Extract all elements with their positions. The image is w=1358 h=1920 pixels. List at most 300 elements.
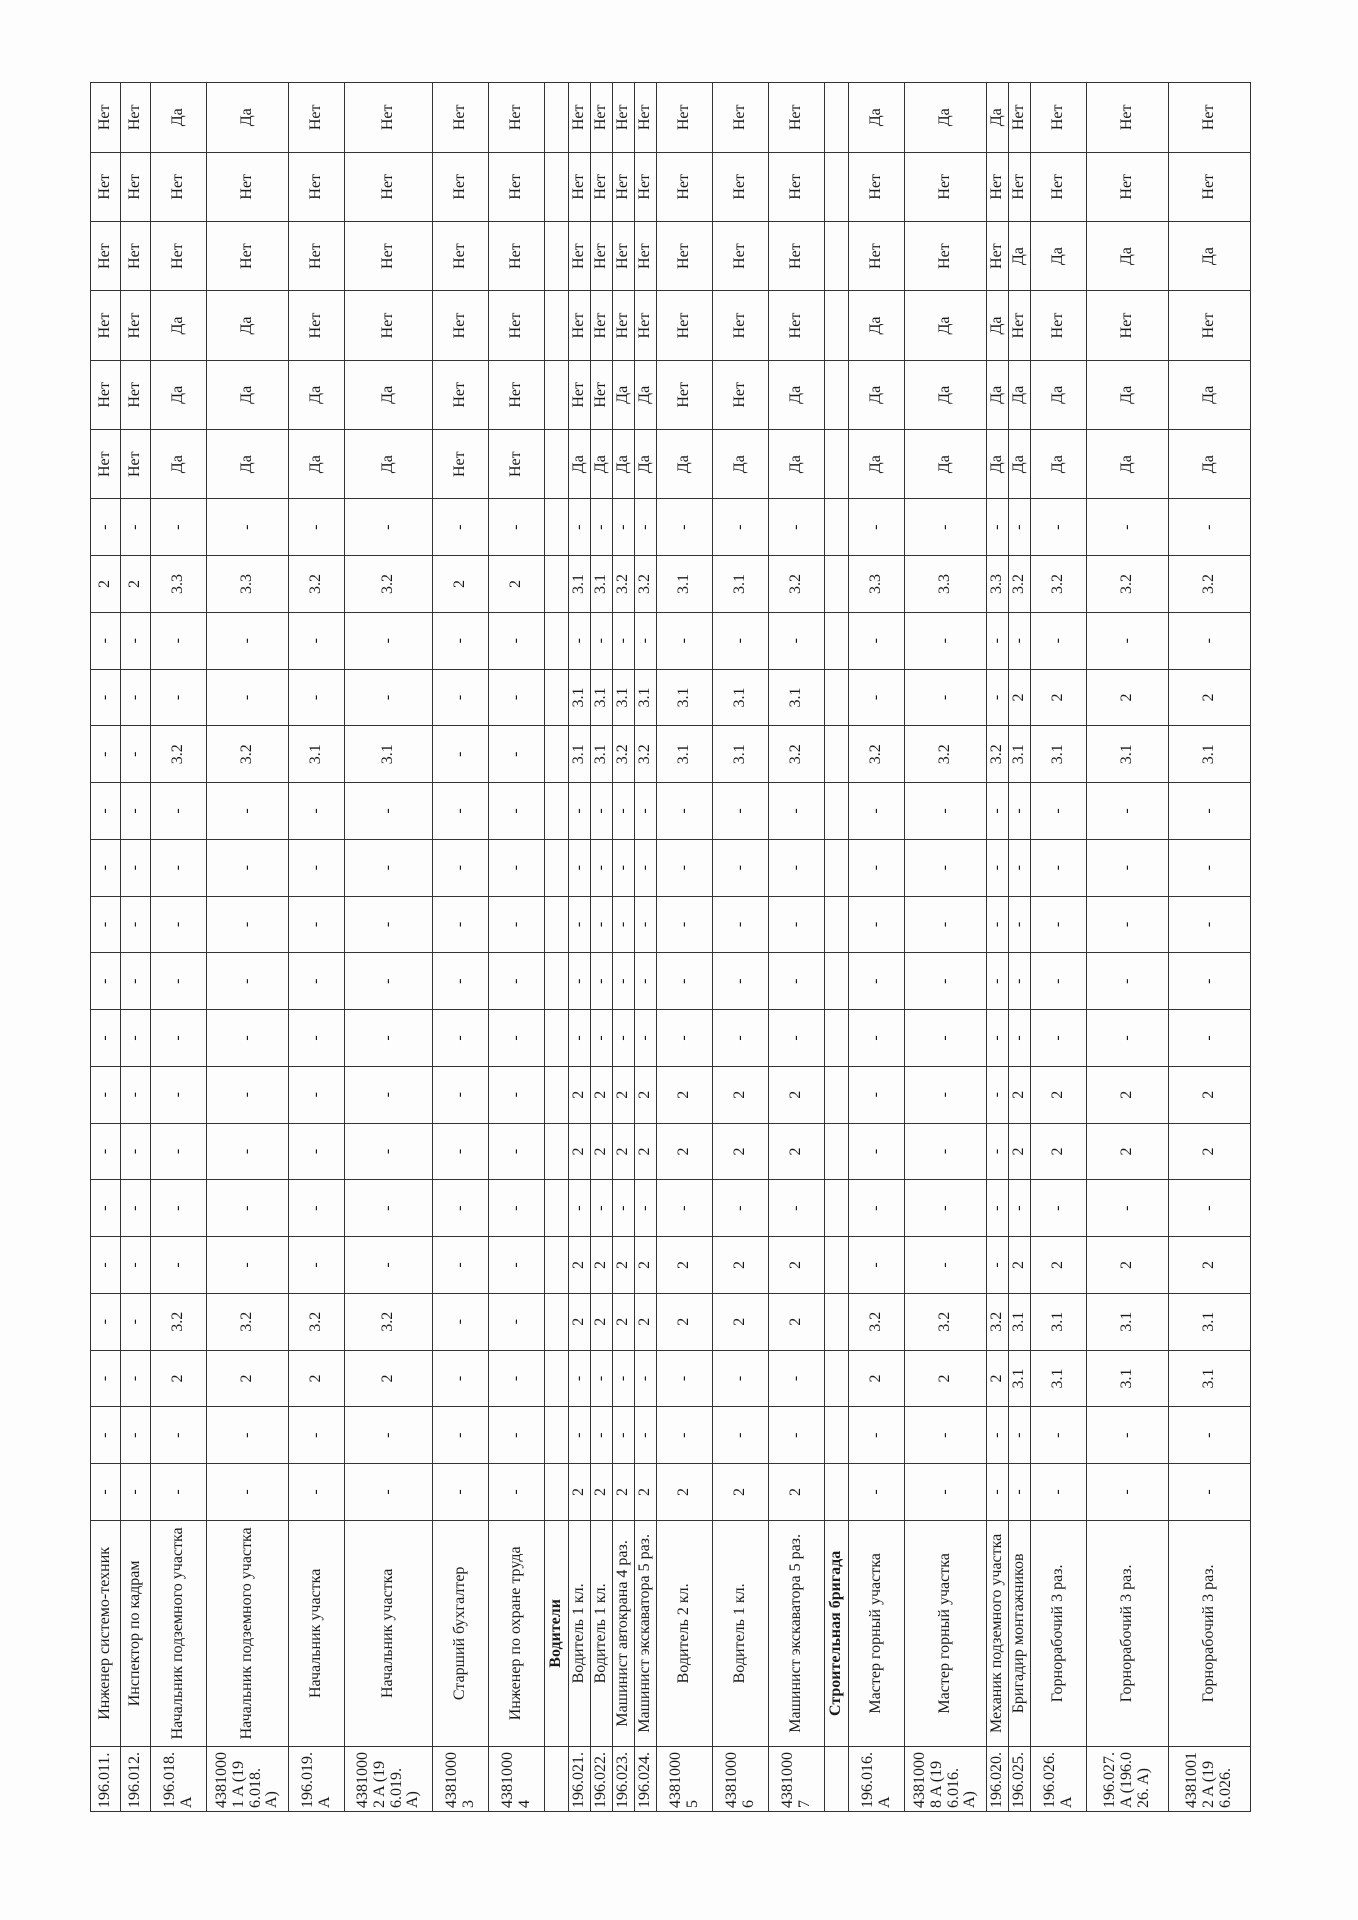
yes-no-cell: Да xyxy=(769,430,825,499)
factor-class-cell: 2 xyxy=(849,1350,905,1407)
factor-class-cell: - xyxy=(1169,953,1251,1010)
factor-class-cell: - xyxy=(1031,783,1087,840)
factor-class-cell: - xyxy=(613,839,635,896)
factor-class-cell: - xyxy=(289,1123,345,1180)
yes-no-cell: Нет xyxy=(769,152,825,221)
factor-class-cell: - xyxy=(1169,612,1251,669)
table-row xyxy=(1009,83,1031,1812)
factor-class-cell: - xyxy=(489,499,545,556)
section-header-row xyxy=(825,83,849,1812)
factor-class-cell: - xyxy=(289,896,345,953)
factor-class-cell: - xyxy=(657,1407,713,1464)
factor-class-cell: 3.3 xyxy=(987,556,1009,613)
yes-no-cell: Да xyxy=(1087,430,1169,499)
yes-no-cell: Нет xyxy=(289,221,345,290)
factor-class-cell: - xyxy=(769,896,825,953)
empty-cell xyxy=(545,1123,569,1180)
factor-class-cell: - xyxy=(713,1407,769,1464)
yes-no-cell: Да xyxy=(151,430,207,499)
empty-cell xyxy=(545,1180,569,1237)
factor-class-cell: - xyxy=(121,1407,151,1464)
factor-class-cell: 3.2 xyxy=(207,1293,289,1350)
empty-cell xyxy=(825,1237,849,1294)
factor-class-cell: - xyxy=(151,1237,207,1294)
yes-no-cell: Нет xyxy=(1087,152,1169,221)
factor-class-cell: 2 xyxy=(1087,1123,1169,1180)
factor-class-cell: - xyxy=(289,783,345,840)
factor-class-cell: - xyxy=(769,612,825,669)
yes-no-cell: Нет xyxy=(1031,83,1087,153)
factor-class-cell: - xyxy=(905,1010,987,1067)
factor-class-cell: - xyxy=(591,612,613,669)
code-cell: 196.027. A (196.026. A) xyxy=(1087,1746,1169,1811)
factor-class-cell: 2 xyxy=(635,1123,657,1180)
factor-class-cell: - xyxy=(1169,896,1251,953)
factor-class-cell: 3.1 xyxy=(713,726,769,783)
factor-class-cell: - xyxy=(91,896,121,953)
position-name-cell: Начальник участка xyxy=(289,1520,345,1746)
factor-class-cell: - xyxy=(569,612,591,669)
yes-no-cell: Да xyxy=(345,360,433,429)
yes-no-cell: Да xyxy=(1009,360,1031,429)
factor-class-cell: - xyxy=(121,896,151,953)
empty-cell xyxy=(545,839,569,896)
factor-class-cell: - xyxy=(91,1407,121,1464)
factor-class-cell: - xyxy=(569,1180,591,1237)
factor-class-cell: - xyxy=(635,1180,657,1237)
factor-class-cell: - xyxy=(987,783,1009,840)
yes-no-cell: Да xyxy=(151,291,207,360)
factor-class-cell: 2 xyxy=(1087,669,1169,726)
factor-class-cell: - xyxy=(433,1350,489,1407)
factor-class-cell: - xyxy=(1009,839,1031,896)
yes-no-cell: Да xyxy=(987,360,1009,429)
factor-class-cell: - xyxy=(657,1350,713,1407)
yes-no-cell: Нет xyxy=(433,360,489,429)
yes-no-cell: Нет xyxy=(713,152,769,221)
yes-no-cell: Нет xyxy=(905,221,987,290)
factor-class-cell: - xyxy=(345,1464,433,1521)
factor-class-cell: 3.2 xyxy=(207,726,289,783)
factor-class-cell: - xyxy=(489,612,545,669)
factor-class-cell: 3.1 xyxy=(1087,1350,1169,1407)
factor-class-cell: - xyxy=(489,1350,545,1407)
factor-class-cell: - xyxy=(151,896,207,953)
factor-class-cell: - xyxy=(987,1123,1009,1180)
yes-no-cell: Нет xyxy=(121,83,151,153)
factor-class-cell: - xyxy=(151,612,207,669)
yes-no-cell: Да xyxy=(1031,430,1087,499)
factor-class-cell: - xyxy=(489,1180,545,1237)
factor-class-cell: 3.1 xyxy=(345,726,433,783)
factor-class-cell: - xyxy=(905,1123,987,1180)
factor-class-cell: - xyxy=(1169,1464,1251,1521)
factor-class-cell: - xyxy=(769,1350,825,1407)
factor-class-cell: - xyxy=(987,1407,1009,1464)
factor-class-cell: - xyxy=(849,953,905,1010)
factor-class-cell: - xyxy=(489,669,545,726)
position-name-cell: Инспектор по кадрам xyxy=(121,1520,151,1746)
factor-class-cell: - xyxy=(849,783,905,840)
factor-class-cell: - xyxy=(613,953,635,1010)
yes-no-cell: Нет xyxy=(635,291,657,360)
code-cell: 43810008 A (196.016. A) xyxy=(905,1746,987,1811)
factor-class-cell: - xyxy=(121,1350,151,1407)
yes-no-cell: Нет xyxy=(713,360,769,429)
factor-class-cell: - xyxy=(433,839,489,896)
factor-class-cell: 3.2 xyxy=(289,1293,345,1350)
factor-class-cell: - xyxy=(345,499,433,556)
factor-class-cell: 3.1 xyxy=(591,556,613,613)
factor-class-cell: - xyxy=(345,612,433,669)
factor-class-cell: - xyxy=(289,612,345,669)
empty-cell xyxy=(825,152,849,221)
factor-class-cell: - xyxy=(987,669,1009,726)
factor-class-cell: 3.1 xyxy=(1087,1293,1169,1350)
code-cell: 196.016. A xyxy=(849,1746,905,1811)
yes-no-cell: Да xyxy=(207,83,289,153)
factor-class-cell: - xyxy=(905,1066,987,1123)
factor-class-cell: - xyxy=(769,499,825,556)
empty-cell xyxy=(825,1350,849,1407)
code-cell: 43810005 xyxy=(657,1746,713,1811)
factor-class-cell: 2 xyxy=(345,1350,433,1407)
factor-class-cell: 3.1 xyxy=(635,669,657,726)
factor-class-cell: - xyxy=(849,612,905,669)
factor-class-cell: 3.2 xyxy=(345,556,433,613)
yes-no-cell: Да xyxy=(1169,430,1251,499)
factor-class-cell: - xyxy=(207,1407,289,1464)
factor-class-cell: 3.3 xyxy=(905,556,987,613)
code-cell: 43810012 A (196.026. xyxy=(1169,1746,1251,1811)
factor-class-cell: 3.1 xyxy=(613,669,635,726)
empty-cell xyxy=(545,1066,569,1123)
yes-no-cell: Нет xyxy=(121,221,151,290)
code-cell: 196.020. xyxy=(987,1746,1009,1811)
factor-class-cell: - xyxy=(207,1066,289,1123)
yes-no-cell: Нет xyxy=(345,291,433,360)
factor-class-cell: - xyxy=(905,896,987,953)
factor-class-cell: 2 xyxy=(657,1464,713,1521)
yes-no-cell: Нет xyxy=(635,152,657,221)
factor-class-cell: 3.1 xyxy=(1009,726,1031,783)
table-row xyxy=(433,83,489,1812)
factor-class-cell: - xyxy=(987,499,1009,556)
factor-class-cell: 2 xyxy=(289,1350,345,1407)
yes-no-cell: Да xyxy=(289,430,345,499)
factor-class-cell: - xyxy=(489,839,545,896)
factor-class-cell: 3.2 xyxy=(1031,556,1087,613)
factor-class-cell: - xyxy=(1031,612,1087,669)
factor-class-cell: - xyxy=(91,1010,121,1067)
section-title: Строительная бригада xyxy=(825,1520,849,1746)
yes-no-cell: Да xyxy=(905,83,987,153)
code-cell: 196.022. xyxy=(591,1746,613,1811)
factor-class-cell: - xyxy=(849,669,905,726)
factor-class-cell: - xyxy=(489,783,545,840)
position-name-cell: Машинист экскаватора 5 раз. xyxy=(635,1520,657,1746)
factor-class-cell: 3.2 xyxy=(849,726,905,783)
factor-class-cell: - xyxy=(289,1407,345,1464)
factor-class-cell: 3.1 xyxy=(713,669,769,726)
yes-no-cell: Нет xyxy=(489,221,545,290)
yes-no-cell: Да xyxy=(1009,430,1031,499)
yes-no-cell: Да xyxy=(289,360,345,429)
yes-no-cell: Да xyxy=(635,360,657,429)
table-row xyxy=(1087,83,1169,1812)
factor-class-cell: 2 xyxy=(769,1237,825,1294)
yes-no-cell: Нет xyxy=(433,291,489,360)
factor-class-cell: - xyxy=(713,499,769,556)
table-row xyxy=(121,83,151,1812)
factor-class-cell: - xyxy=(657,612,713,669)
factor-class-cell: - xyxy=(657,896,713,953)
code-cell: 43810004 xyxy=(489,1746,545,1811)
factor-class-cell: - xyxy=(905,1180,987,1237)
factor-class-cell: - xyxy=(591,1180,613,1237)
factor-class-cell: - xyxy=(1087,612,1169,669)
factor-class-cell: - xyxy=(91,1293,121,1350)
yes-no-cell: Нет xyxy=(905,152,987,221)
factor-class-cell: 2 xyxy=(1169,1066,1251,1123)
factor-class-cell: - xyxy=(433,783,489,840)
factor-class-cell: - xyxy=(569,839,591,896)
yes-no-cell: Нет xyxy=(569,221,591,290)
factor-class-cell: 2 xyxy=(657,1293,713,1350)
code-cell: 43810003 xyxy=(433,1746,489,1811)
yes-no-cell: Да xyxy=(657,430,713,499)
factor-class-cell: - xyxy=(289,1180,345,1237)
yes-no-cell: Нет xyxy=(713,83,769,153)
factor-class-cell: - xyxy=(905,499,987,556)
factor-class-cell: 2 xyxy=(591,1066,613,1123)
yes-no-cell: Нет xyxy=(289,152,345,221)
table-row xyxy=(151,83,207,1812)
factor-class-cell: 2 xyxy=(591,1464,613,1521)
factor-class-cell: - xyxy=(433,499,489,556)
factor-class-cell: - xyxy=(345,669,433,726)
factor-class-cell: - xyxy=(1009,1010,1031,1067)
code-cell: 196.021. xyxy=(569,1746,591,1811)
factor-class-cell: 2 xyxy=(1031,1123,1087,1180)
factor-class-cell: - xyxy=(1009,1180,1031,1237)
factor-class-cell: - xyxy=(345,839,433,896)
yes-no-cell: Да xyxy=(769,360,825,429)
yes-no-cell: Да xyxy=(987,83,1009,153)
yes-no-cell: Нет xyxy=(289,83,345,153)
position-name-cell: Механик подземного участка xyxy=(987,1520,1009,1746)
factor-class-cell: - xyxy=(905,1407,987,1464)
table-row xyxy=(91,83,121,1812)
yes-no-cell: Нет xyxy=(121,430,151,499)
table-row xyxy=(289,83,345,1812)
code-cell: 43810001 A (196.018. A) xyxy=(207,1746,289,1811)
factor-class-cell: - xyxy=(489,1010,545,1067)
code-cell: 43810006 xyxy=(713,1746,769,1811)
factor-class-cell: - xyxy=(433,726,489,783)
factor-class-cell: 3.1 xyxy=(769,669,825,726)
factor-class-cell: - xyxy=(151,669,207,726)
empty-cell xyxy=(545,1237,569,1294)
factor-class-cell: 2 xyxy=(769,1066,825,1123)
factor-class-cell: - xyxy=(151,783,207,840)
yes-no-cell: Да xyxy=(713,430,769,499)
factor-class-cell: 2 xyxy=(489,556,545,613)
factor-class-cell: - xyxy=(849,1407,905,1464)
factor-class-cell: 2 xyxy=(635,1293,657,1350)
yes-no-cell: Да xyxy=(905,430,987,499)
factor-class-cell: 2 xyxy=(569,1066,591,1123)
factor-class-cell: 3.2 xyxy=(905,726,987,783)
factor-class-cell: 2 xyxy=(635,1237,657,1294)
yes-no-cell: Нет xyxy=(1087,291,1169,360)
factor-class-cell: - xyxy=(635,783,657,840)
factor-class-cell: - xyxy=(849,839,905,896)
empty-cell xyxy=(825,1066,849,1123)
factor-class-cell: 3.1 xyxy=(1009,1293,1031,1350)
factor-class-cell: - xyxy=(905,612,987,669)
table-row xyxy=(569,83,591,1812)
factor-class-cell: - xyxy=(207,1180,289,1237)
factor-class-cell: - xyxy=(1009,1407,1031,1464)
factor-class-cell: - xyxy=(769,839,825,896)
factor-class-cell: - xyxy=(121,1123,151,1180)
position-name-cell: Бригадир монтажников xyxy=(1009,1520,1031,1746)
yes-no-cell: Да xyxy=(849,360,905,429)
factor-class-cell: - xyxy=(713,953,769,1010)
factor-class-cell: 2 xyxy=(905,1350,987,1407)
yes-no-cell: Нет xyxy=(569,83,591,153)
factor-class-cell: - xyxy=(151,1010,207,1067)
factor-class-cell: 2 xyxy=(569,1464,591,1521)
factor-class-cell: - xyxy=(91,839,121,896)
empty-cell xyxy=(545,83,569,153)
empty-cell xyxy=(825,556,849,613)
yes-no-cell: Нет xyxy=(849,152,905,221)
factor-class-cell: - xyxy=(289,1066,345,1123)
factor-class-cell: 3.1 xyxy=(657,669,713,726)
factor-class-cell: - xyxy=(849,1123,905,1180)
table-row xyxy=(987,83,1009,1812)
factor-class-cell: - xyxy=(91,953,121,1010)
factor-class-cell: - xyxy=(207,1010,289,1067)
empty-cell xyxy=(825,839,849,896)
table-row xyxy=(849,83,905,1812)
factor-class-cell: - xyxy=(489,726,545,783)
factor-class-cell: - xyxy=(591,1350,613,1407)
factor-class-cell: - xyxy=(849,1464,905,1521)
factor-class-cell: - xyxy=(591,953,613,1010)
yes-no-cell: Нет xyxy=(433,430,489,499)
yes-no-cell: Нет xyxy=(1031,291,1087,360)
yes-no-cell: Нет xyxy=(1031,152,1087,221)
factor-class-cell: - xyxy=(1169,1010,1251,1067)
yes-no-cell: Нет xyxy=(489,360,545,429)
factor-class-cell: - xyxy=(905,839,987,896)
position-name-cell: Водитель 1 кл. xyxy=(569,1520,591,1746)
factor-class-cell: 3.2 xyxy=(987,1293,1009,1350)
code-cell: 196.019. A xyxy=(289,1746,345,1811)
factor-class-cell: 2 xyxy=(1009,1066,1031,1123)
yes-no-cell: Нет xyxy=(289,291,345,360)
factor-class-cell: - xyxy=(433,953,489,1010)
factor-class-cell: 3.3 xyxy=(151,556,207,613)
factor-class-cell: - xyxy=(569,896,591,953)
factor-class-cell: - xyxy=(635,612,657,669)
factor-class-cell: - xyxy=(489,1407,545,1464)
table-row xyxy=(769,83,825,1812)
factor-class-cell: 2 xyxy=(1169,1123,1251,1180)
factor-class-cell: - xyxy=(713,783,769,840)
yes-no-cell: Нет xyxy=(91,291,121,360)
factor-class-cell: - xyxy=(769,783,825,840)
yes-no-cell: Нет xyxy=(121,360,151,429)
yes-no-cell: Нет xyxy=(657,291,713,360)
factor-class-cell: - xyxy=(1031,953,1087,1010)
empty-cell xyxy=(545,499,569,556)
empty-cell xyxy=(545,612,569,669)
factor-class-cell: 3.1 xyxy=(713,556,769,613)
yes-no-cell: Нет xyxy=(635,221,657,290)
table-row xyxy=(489,83,545,1812)
factor-class-cell: - xyxy=(207,1123,289,1180)
factor-class-cell: 2 xyxy=(1009,669,1031,726)
factor-class-cell: - xyxy=(987,1464,1009,1521)
factor-class-cell: 2 xyxy=(1169,669,1251,726)
factor-class-cell: - xyxy=(1087,953,1169,1010)
factor-class-cell: - xyxy=(987,1180,1009,1237)
factor-class-cell: 3.1 xyxy=(1031,1350,1087,1407)
factor-class-cell: - xyxy=(345,1066,433,1123)
empty-cell xyxy=(825,783,849,840)
empty-cell xyxy=(545,783,569,840)
yes-no-cell: Нет xyxy=(657,360,713,429)
empty-cell xyxy=(545,726,569,783)
factor-class-cell: - xyxy=(433,1066,489,1123)
empty-cell xyxy=(545,152,569,221)
factor-class-cell: - xyxy=(433,612,489,669)
position-name-cell: Старший бухгалтер xyxy=(433,1520,489,1746)
factor-class-cell: - xyxy=(489,1066,545,1123)
factor-class-cell: 3.2 xyxy=(345,1293,433,1350)
yes-no-cell: Нет xyxy=(91,360,121,429)
factor-class-cell: - xyxy=(1009,783,1031,840)
position-name-cell: Начальник подземного участка xyxy=(151,1520,207,1746)
yes-no-cell: Нет xyxy=(151,221,207,290)
factor-class-cell: - xyxy=(591,783,613,840)
factor-class-cell: 2 xyxy=(613,1066,635,1123)
factor-class-cell: - xyxy=(987,953,1009,1010)
yes-no-cell: Нет xyxy=(987,221,1009,290)
yes-no-cell: Да xyxy=(1031,221,1087,290)
factor-class-cell: - xyxy=(613,1010,635,1067)
factor-class-cell: 3.1 xyxy=(569,669,591,726)
factor-class-cell: - xyxy=(987,1010,1009,1067)
yes-no-cell: Нет xyxy=(657,83,713,153)
factor-class-cell: - xyxy=(769,953,825,1010)
factor-class-cell: - xyxy=(121,783,151,840)
factor-class-cell: - xyxy=(1031,1180,1087,1237)
code-cell: 196.012. xyxy=(121,1746,151,1811)
yes-no-cell: Нет xyxy=(345,83,433,153)
yes-no-cell: Нет xyxy=(713,221,769,290)
factor-class-cell: - xyxy=(121,1464,151,1521)
position-name-cell: Машинист экскаватора 5 раз. xyxy=(769,1520,825,1746)
factor-class-cell: 3.2 xyxy=(151,726,207,783)
empty-cell xyxy=(545,953,569,1010)
table-row xyxy=(657,83,713,1812)
factor-class-cell: - xyxy=(289,953,345,1010)
